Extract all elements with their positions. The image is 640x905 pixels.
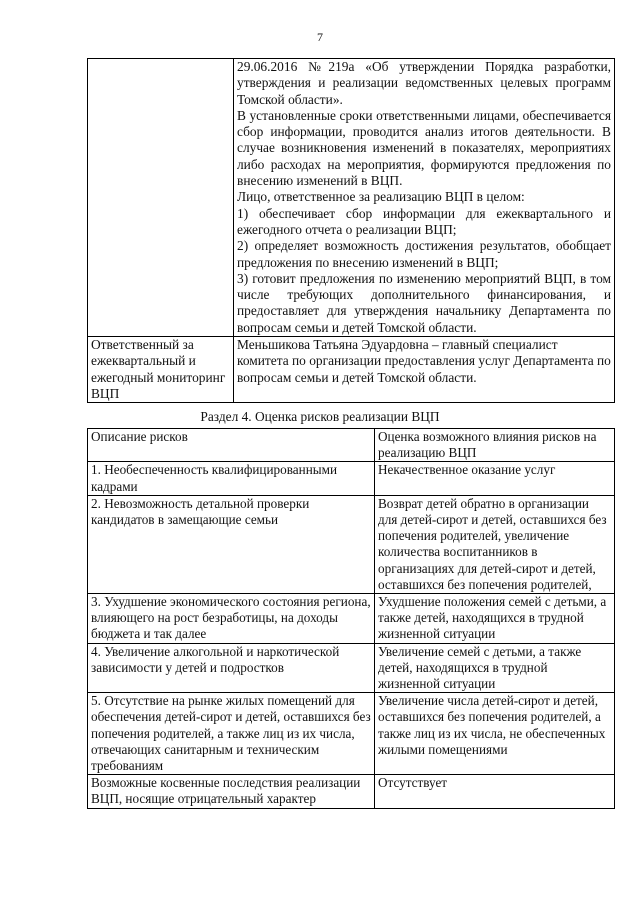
table-cell-label: Ответственный за ежеквартальный и ежегодный мониторинг ВЦП <box>88 337 234 403</box>
risk-description: 4. Увеличение алкогольной и наркотической зависимости у детей и подростков <box>88 643 375 693</box>
risk-impact: Ухудшение положения семей с детьми, а также детей, находящихся в трудной жизненной ситуации <box>375 594 615 644</box>
paragraph: 2) определяет возможность достижения результатов, обобщает предложения по внесению изменений в ВЦП; <box>237 238 611 270</box>
risk-impact: Увеличение числа детей-сирот и детей, оставшихся без попечения родителей, а также лиц из их числа, не обеспеченных жилыми помещениями <box>375 693 615 775</box>
page-number: 7 <box>317 30 323 44</box>
table-row <box>88 594 615 644</box>
paragraph: 1) обеспечивает сбор информации для ежеквартального и ежегодного отчета о реализации ВЦП; <box>237 205 611 237</box>
table-row <box>88 337 615 403</box>
risk-impact: Отсутствует <box>375 775 615 808</box>
table-cell-value: Меньшикова Татьяна Эдуардовна – главный специалист комитета по организации предоставления услуг Департамента по вопросам семьи и детей Томской области. <box>234 337 615 403</box>
risk-impact: Некачественное оказание услуг <box>375 462 615 495</box>
risk-description: 1. Необеспеченность квалифицированными кадрами <box>88 462 375 495</box>
paragraph: 29.06.2016 №219а «Об утверждении Порядка разработки, утверждения и реализации ведомственных целевых программ Томской области». <box>237 59 611 107</box>
risk-impact: Возврат детей обратно в организации для детей-сирот и детей, оставшихся без попечения родителей, увеличение количества воспитанников в организациях для детей-сирот и детей, оставшихся без попечения родителей, <box>375 495 615 593</box>
section-title: Раздел 4. Оценка рисков реализации ВЦП <box>200 409 440 424</box>
risk-description: 5. Отсутствие на рынке жилых помещений для обеспечения детей-сирот и детей, оставшихся без попечения родителей, а также лиц из их числа, отвечающих санитарным и техническим требованиям <box>88 693 375 775</box>
responsibility-table <box>87 58 615 403</box>
risk-table <box>87 428 615 809</box>
risk-description: Возможные косвенные последствия реализации ВЦП, носящие отрицательный характер <box>88 775 375 808</box>
table-row <box>88 462 615 495</box>
table-cell-empty <box>88 59 234 337</box>
table-row <box>88 59 615 337</box>
risk-description: 3. Ухудшение экономического состояния региона, влияющего на рост безработицы, на доходы бюджета и так далее <box>88 594 375 644</box>
paragraph: В установленные сроки ответственными лицами, обеспечивается сбор информации, проводится анализ итогов деятельности. В случае возникновения изменений в показателях, мероприятиях либо расходах на мероприятия, формируются предложения по внесению изменений в ВЦП. <box>237 107 611 189</box>
table-row <box>88 775 615 808</box>
table-row <box>88 693 615 775</box>
table-row <box>88 495 615 593</box>
table-cell-procedure <box>234 59 615 337</box>
table-header-row <box>88 429 615 462</box>
risk-description: 2. Невозможность детальной проверки кандидатов в замещающие семьи <box>88 495 375 593</box>
risk-impact: Увеличение семей с детьми, а также детей, находящихся в трудной жизненной ситуации <box>375 643 615 693</box>
table-row <box>88 643 615 693</box>
paragraph: Лицо, ответственное за реализацию ВЦП в целом: <box>237 189 525 205</box>
column-header: Описание рисков <box>88 429 375 462</box>
column-header: Оценка возможного влияния рисков на реализацию ВЦП <box>375 429 615 462</box>
paragraph: 3) готовит предложения по изменению мероприятий ВЦП, в том числе требующих дополнительного финансирования, и предоставляет для утверждения начальнику Департамента по вопросам семьи и детей Томской области. <box>237 270 611 335</box>
